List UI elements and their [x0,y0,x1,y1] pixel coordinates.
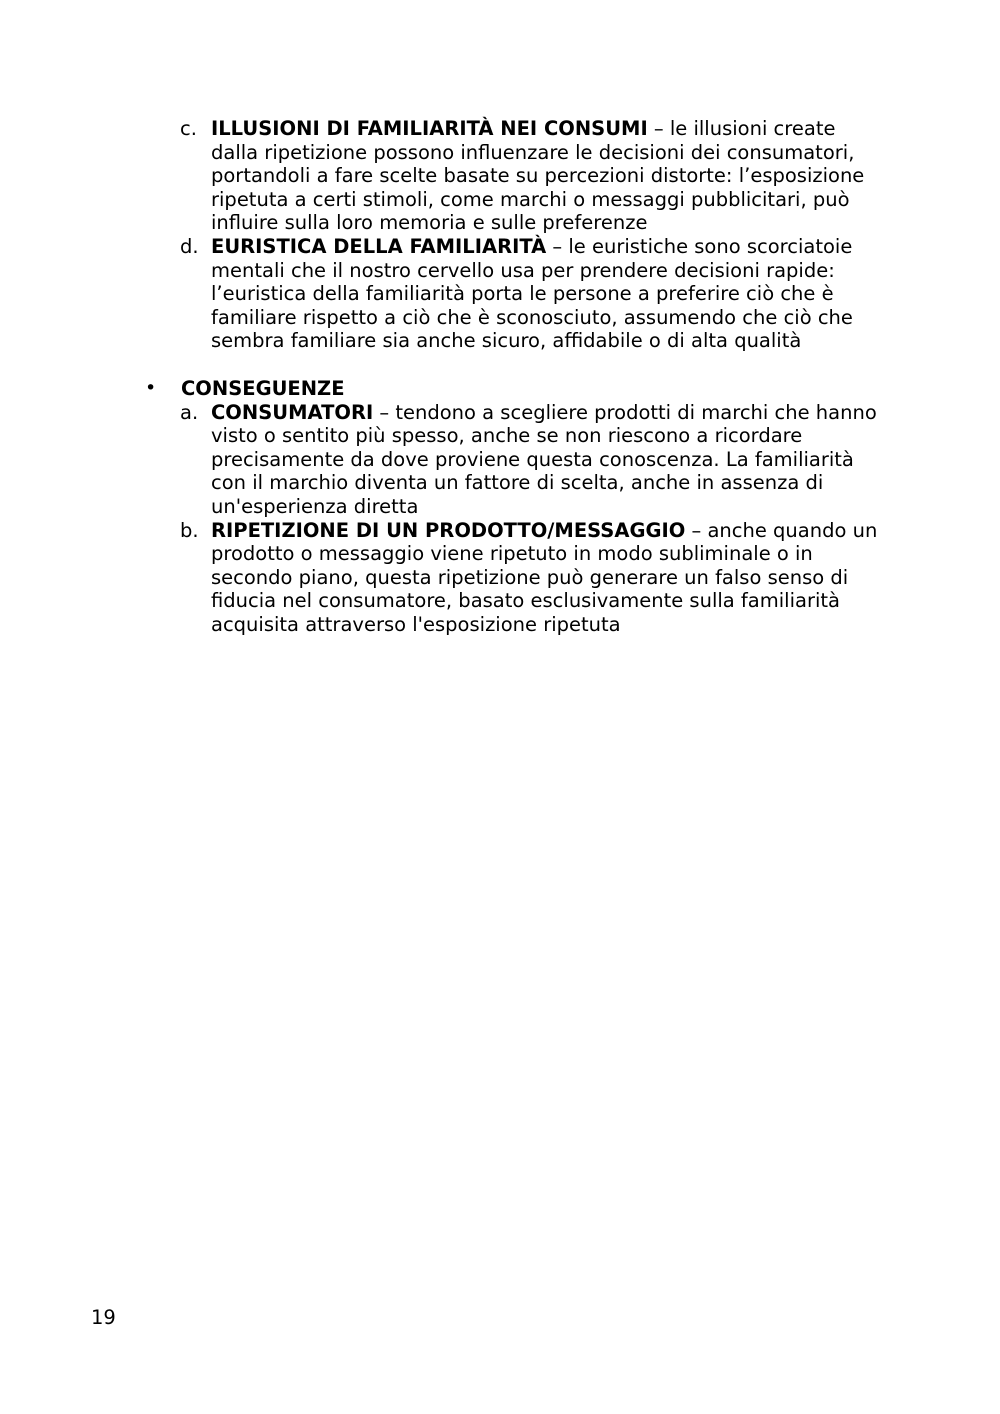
list-item-term: EURISTICA DELLA FAMILIARITÀ [211,234,547,258]
list-marker: a. [180,400,199,424]
text-line: con il marchio diventa un fattore di scelta, anche in assenza di [211,471,824,495]
bullet-icon: • [145,376,157,399]
text-line: ripetuta a certi stimoli, come marchi o messaggi pubblicitari, può [211,187,850,211]
list-marker: b. [180,518,199,542]
text-line: l’euristica della familiarità porta le persone a preferire ciò che è [211,282,834,306]
list-item-text [211,235,911,353]
list-item-text [211,519,911,637]
section-conseguenze [0,377,1000,401]
list-item-text [211,401,911,519]
text-line: sembra familiare sia anche sicuro, affidabile o di alta qualità [211,329,802,353]
text-line: secondo piano, questa ripetizione può generare un falso senso di [211,565,849,589]
page-number: 19 [91,1306,116,1329]
list-marker: c. [180,117,197,140]
text-line: portandoli a fare scelte basate su percezioni distorte: l’esposizione [211,164,865,188]
text-line: prodotto o messaggio viene ripetuto in modo subliminale o in [211,542,813,566]
list-item-consumatori [0,401,911,519]
text-line: acquisita attraverso l'esposizione ripetuta [211,612,621,636]
text-line: influire sulla loro memoria e sulle preferenze [211,211,648,235]
text-line: un'esperienza diretta [211,494,419,518]
list-item-term: CONSUMATORI [211,400,374,424]
list-item-term: RIPETIZIONE DI UN PRODOTTO/MESSAGGIO [211,518,686,542]
text-line: – le illusioni create [647,117,836,140]
text-line: mentali che il nostro cervello usa per prendere decisioni rapide: [211,258,835,282]
text-line: – anche quando un [685,518,878,542]
text-line: familiare rispetto a ciò che è sconosciuto, assumendo che ciò che [211,305,853,329]
text-line: precisamente da dove proviene questa conoscenza. La familiarità [211,447,854,471]
text-line: – le euristiche sono scorciatoie [546,234,853,258]
text-line: fiducia nel consumatore, basato esclusivamente sulla familiarità [211,589,840,613]
text-line: dalla ripetizione possono influenzare le decisioni dei consumatori, [211,140,855,164]
page-content [0,117,1000,636]
list-item-euristica [0,235,911,353]
section-heading: CONSEGUENZE [181,376,345,400]
text-line: visto o sentito più spesso, anche se non riescono a ricordare [211,424,803,448]
list-marker: d. [180,234,199,258]
list-item-illusioni [0,117,911,235]
text-line: – tendono a scegliere prodotti di marchi che hanno [373,400,877,424]
list-item-text [211,117,911,235]
list-item-ripetizione [0,519,911,637]
list-item-term: ILLUSIONI DI FAMILIARITÀ NEI CONSUMI [211,117,648,140]
